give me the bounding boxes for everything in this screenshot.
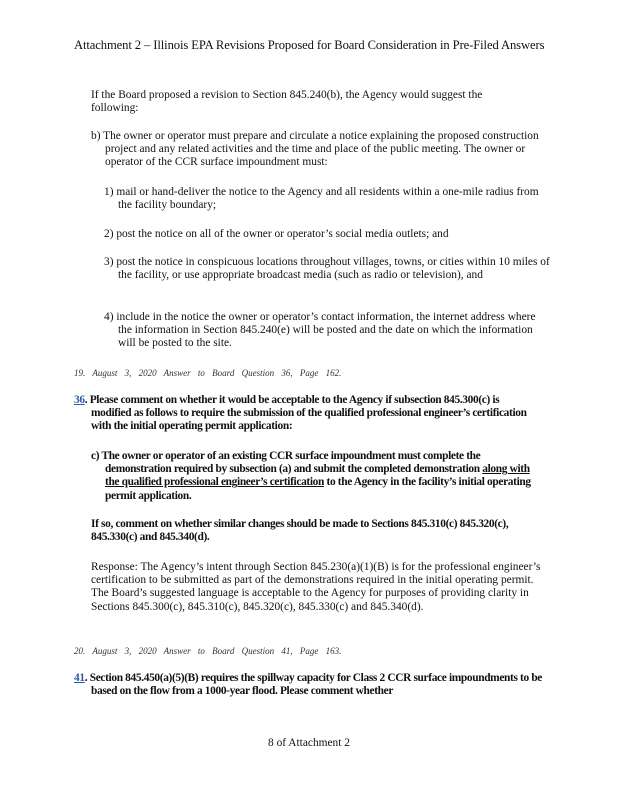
question-36-followup: If so, comment on whether similar changes should be made to Sections 845.310(c) 845.320(c), 845.330(c) and 845.340(d). [91,518,509,544]
response-paragraph: Response: The Agency’s intent through Section 845.230(a)(1)(B) is for the professional engineer’s certification to be submitted as part of the demonstrations required in the initial operating permit. The Board’s suggested language is acceptable to the Agency for purposes of providing clarity in Sections 845.300(c), 845.310(c), 845.320(c), 845.330(c) and 845.340(d). [91,561,541,613]
item-c [91,450,535,503]
sub-item-3: 3) post the notice in conspicuous locations throughout villages, towns, or cities within 10 miles of the facility, or use appropriate broadcast media (such as radio or television), and [104,256,550,282]
question-36-text: Please comment on whether it would be acceptable to the Agency if subsection 845.300(c) is modified as follows to require the submission of the qualified professional engineer’s certification with the initial operating permit application: [89,394,527,433]
item-b: b) The owner or operator must prepare and circulate a notice explaining the proposed construction project and any related activities and the time and place of the public meeting. The owner or operator of the CCR surface impoundment must: [91,130,539,169]
item-c-text-end: to the Agency in the facility’s initial operating permit application. [105,476,531,502]
citation-19: 19. August 3, 2020 Answer to Board Question 36, Page 162. [74,368,342,378]
question-36: 36. Please comment on whether it would be acceptable to the Agency if subsection 845.300(c) is modified as follows to require the submission of the qualified professional engineer’s certification with the initial operating permit application: [74,394,527,433]
item-c-underlined-text: along with the qualified professional engineer’s certification [105,463,530,489]
question-41-number[interactable]: 41 [74,672,85,684]
question-41: 41. Section 845.450(a)(5)(B) requires the spillway capacity for Class 2 CCR surface impoundments to be based on the flow from a 1000-year flood. Please comment whether [74,672,543,698]
citation-20: 20. August 3, 2020 Answer to Board Question 41, Page 163. [74,646,342,656]
sub-item-1: 1) mail or hand-deliver the notice to the Agency and all residents within a one-mile radius from the facility boundary; [104,186,539,212]
sub-item-2: 2) post the notice on all of the owner or operator’s social media outlets; and [104,228,449,240]
item-c-text: c) The owner or operator of an existing CCR surface impoundment must complete the demonstration required by subsection (a) and submit the completed demonstration [91,450,481,476]
sub-item-4: 4) include in the notice the owner or operator’s contact information, the internet address where the information in Section 845.240(e) will be posted and the date on which the information will be posted to the site. [104,311,536,350]
page-footer: 8 of Attachment 2 [268,737,350,749]
question-41-text: Section 845.450(a)(5)(B) requires the spillway capacity for Class 2 CCR surface impoundments to be based on the flow from a 1000-year flood. Please comment whether [89,672,543,698]
intro-paragraph: If the Board proposed a revision to Section 845.240(b), the Agency would suggest the following: [91,89,483,115]
question-36-number[interactable]: 36 [74,394,85,406]
page-header: Attachment 2 – Illinois EPA Revisions Proposed for Board Consideration in Pre-Filed Answers [74,38,545,52]
